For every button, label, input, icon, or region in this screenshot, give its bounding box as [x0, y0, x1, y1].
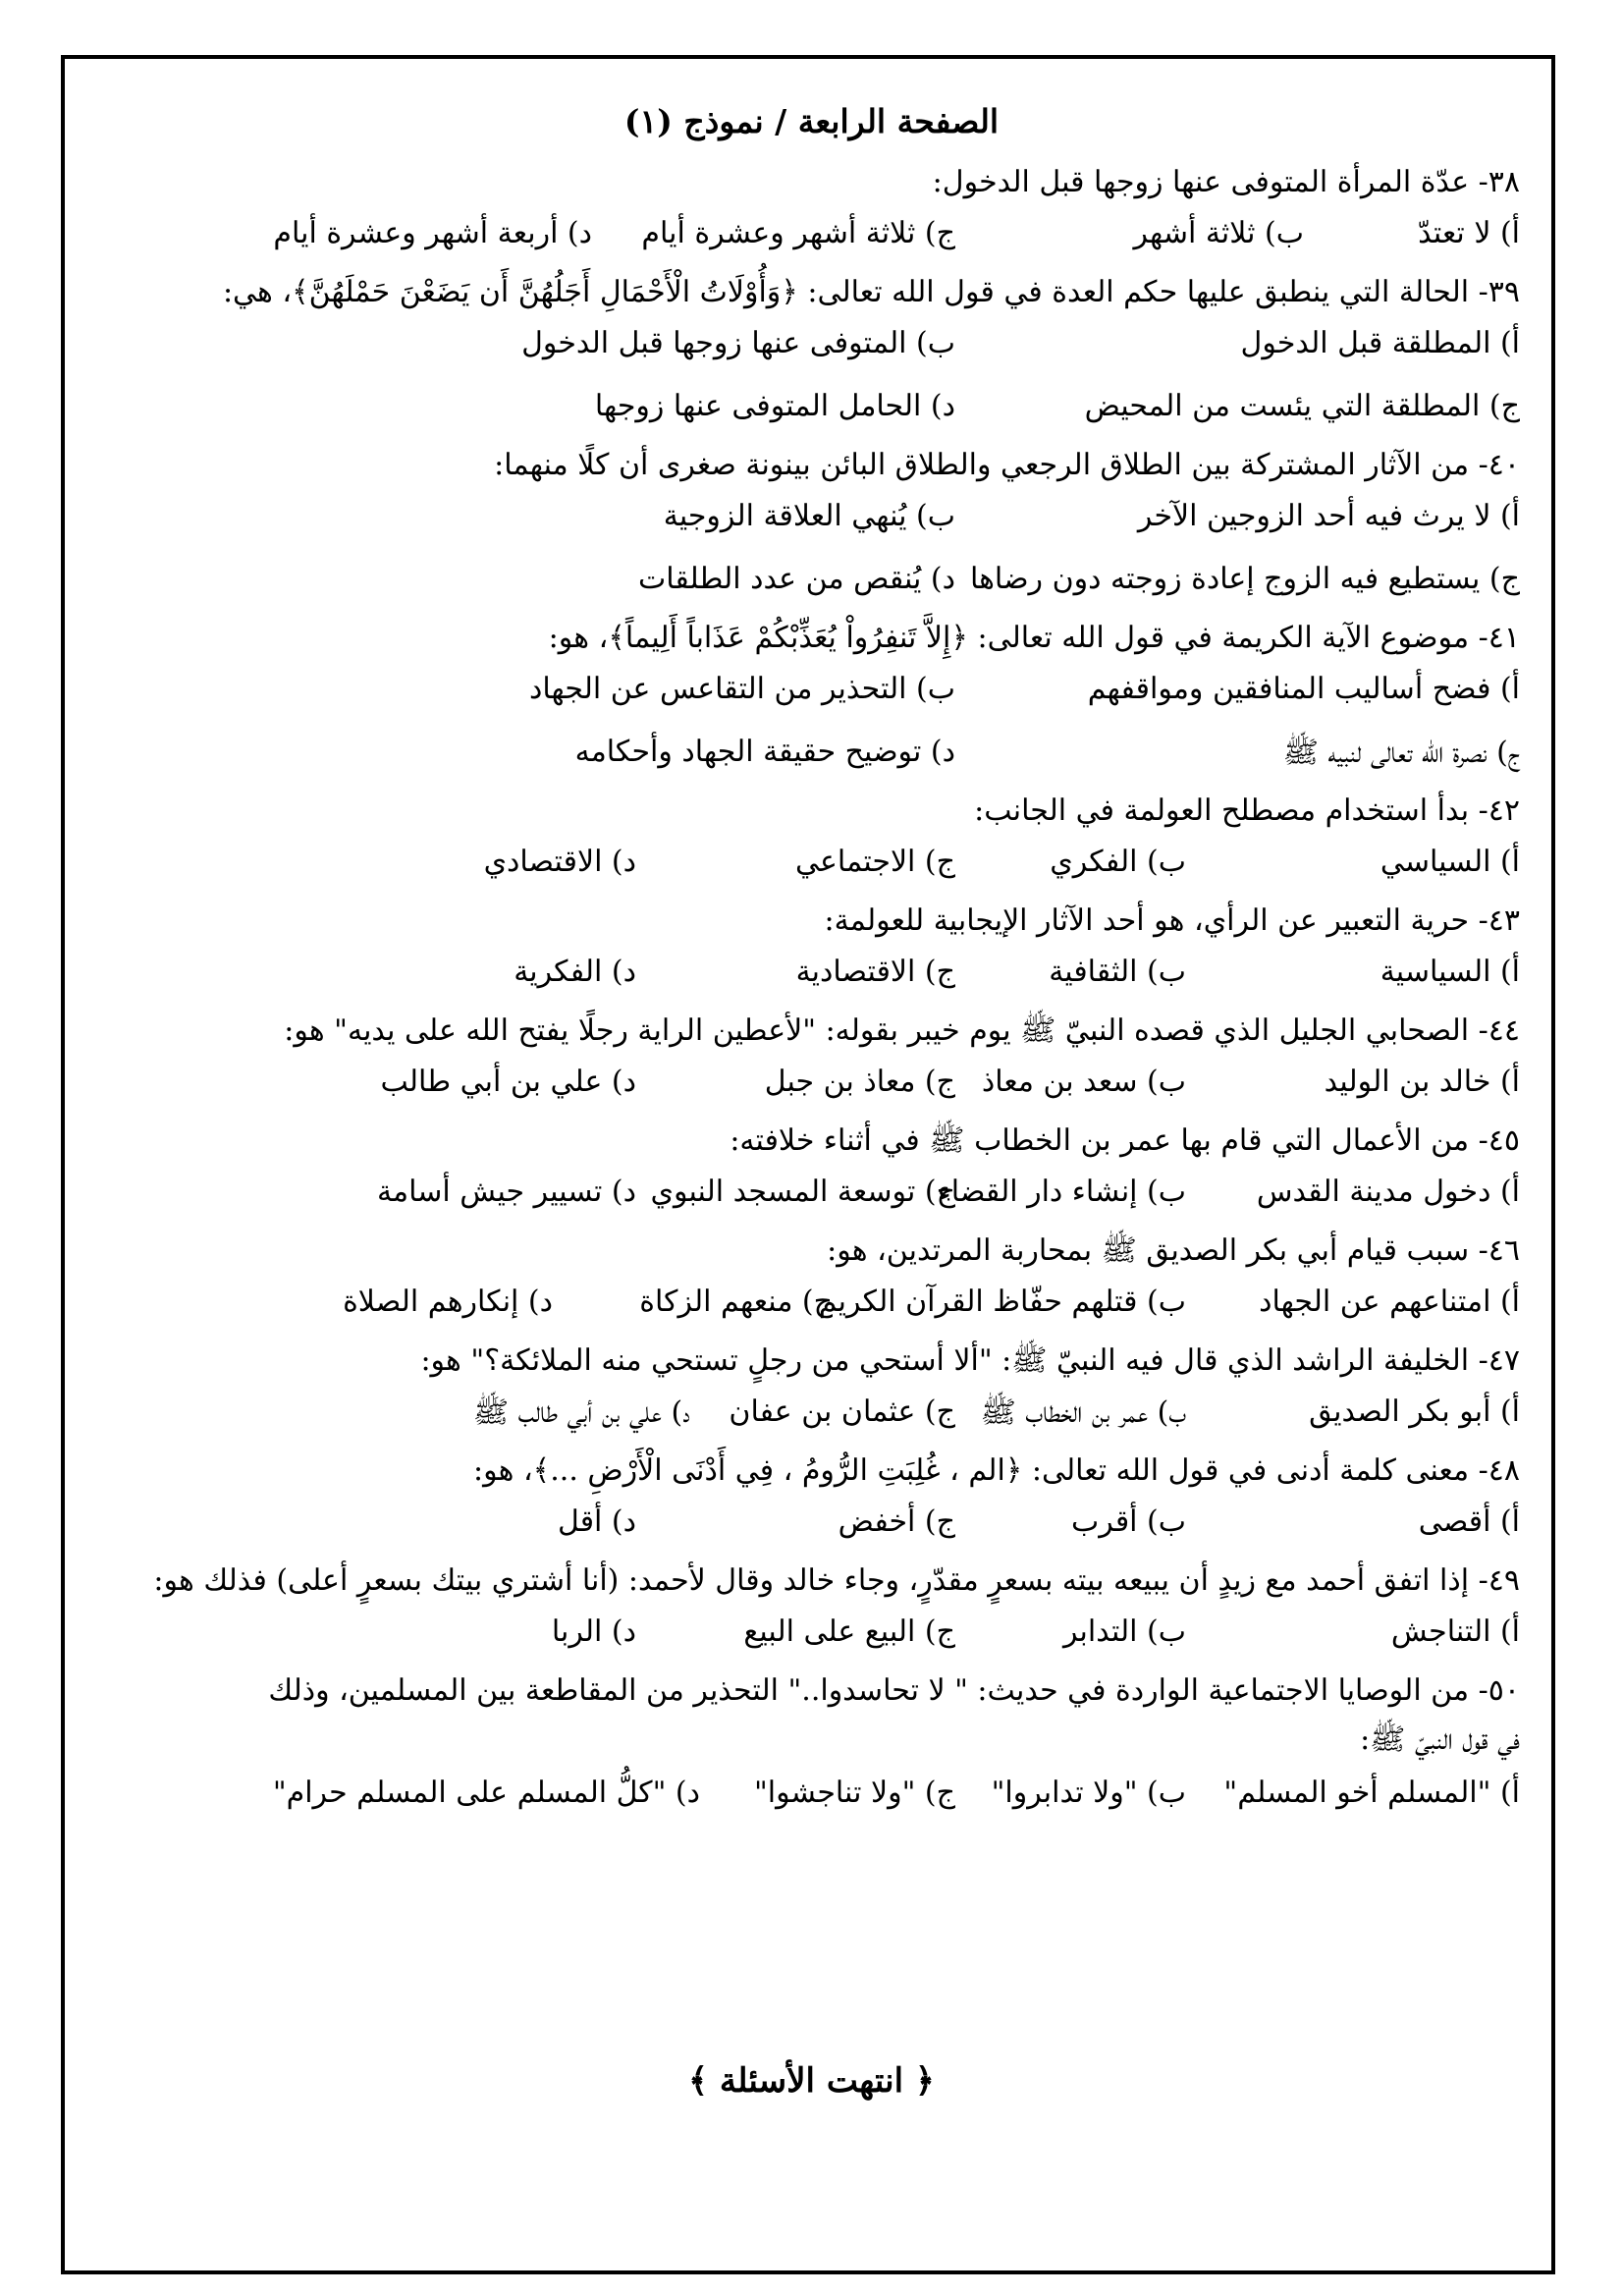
question-text: ٤٩- إذا اتفق أحمد مع زيدٍ أن يبيعه بيته بسعرٍ مقدّرٍ، وجاء خالد وقال لأحمد: (أنا أشتري بيتك بسعرٍ أعلى) فذلك هو:	[153, 1563, 1520, 1598]
option-a: أ) أبو بكر الصديق	[1309, 1394, 1520, 1429]
options-row	[79, 835, 1520, 898]
option-c: ج) توسعة المسجد النبوي	[650, 1175, 955, 1209]
option-d: د) إنكارهم الصلاة	[343, 1285, 553, 1319]
options-row	[79, 552, 1520, 615]
question-45	[79, 1118, 1520, 1228]
option-b: ب) عمر بن الخطاب ﷺ	[980, 1395, 1186, 1430]
option-c: ج) منعهم الزكاة	[639, 1285, 833, 1319]
question-41	[79, 615, 1520, 788]
question-44	[79, 1008, 1520, 1118]
option-b: ب) أقرب	[1071, 1504, 1186, 1539]
options-row	[79, 662, 1520, 725]
option-b: ب) ثلاثة أشهر	[1133, 216, 1304, 250]
question-text: ٤٦- سبب قيام أبي بكر الصديق ﷺ بمحاربة المرتدين، هو:	[827, 1233, 1520, 1268]
question-39	[79, 269, 1520, 442]
option-c: ج) معاذ بن جبل	[764, 1065, 955, 1099]
options-row	[79, 725, 1520, 788]
question-text: ٤٧- الخليفة الراشد الذي قال فيه النبيّ ﷺ: "ألا أستحي من رجلٍ تستحي منه الملائكة؟" هو:	[420, 1343, 1520, 1378]
options-row	[79, 1766, 1520, 1829]
option-a: أ) خالد بن الوليد	[1324, 1065, 1520, 1099]
option-d: د) تسيير جيش أسامة	[376, 1175, 636, 1209]
options-row	[79, 316, 1520, 379]
option-d: د) "كلُّ المسلم على المسلم حرام"	[272, 1776, 700, 1810]
option-d: د) الحامل المتوفى عنها زوجها	[594, 389, 955, 423]
question-40	[79, 442, 1520, 615]
option-d: د) يُنقص من عدد الطلقات	[637, 562, 955, 596]
options-row	[79, 1165, 1520, 1228]
option-a: أ) أقصى	[1418, 1504, 1520, 1539]
question-text: ٤١- موضوع الآية الكريمة في قول الله تعالى: ﴿إِلاَّ تَنفِرُواْ يُعَذِّبْكُمْ عَذَاباً أَلِيماً﴾، هو:	[548, 621, 1520, 655]
question-49	[79, 1558, 1520, 1667]
option-d: د) علي بن أبي طالب	[380, 1065, 636, 1099]
question-text: ٤٠- من الآثار المشتركة بين الطلاق الرجعي والطلاق البائن بينونة صغرى أن كلًا منهما:	[494, 448, 1520, 482]
option-b: ب) المتوفى عنها زوجها قبل الدخول	[521, 326, 955, 360]
options-row	[79, 1385, 1520, 1448]
option-b: ب) الفكري	[1050, 845, 1186, 879]
option-d: د) علي بن أبي طالب ﷺ	[472, 1395, 690, 1430]
question-text: ٤٤- الصحابي الجليل الذي قصده النبيّ ﷺ يوم خيبر بقوله: "لأعطين الراية رجلًا يفتح الله على يديه" هو:	[284, 1013, 1520, 1048]
option-b: ب) إنشاء دار القضاء	[937, 1175, 1186, 1209]
option-c: ج) عثمان بن عفان	[729, 1394, 955, 1429]
option-b: ب) التدابر	[1063, 1614, 1186, 1649]
question-43	[79, 898, 1520, 1008]
question-48	[79, 1448, 1520, 1558]
option-d: د) الاقتصادي	[483, 845, 636, 879]
option-d: د) الربا	[551, 1614, 636, 1649]
option-c: ج) أخفض	[838, 1504, 955, 1539]
question-text: ٤٣- حرية التعبير عن الرأي، هو أحد الآثار الإيجابية للعولمة:	[824, 903, 1520, 938]
option-a: أ) السياسي	[1380, 845, 1520, 879]
option-c: ج) يستطيع فيه الزوج إعادة زوجته دون رضاها	[969, 562, 1520, 596]
option-a: أ) امتناعهم عن الجهاد	[1259, 1285, 1520, 1319]
option-b: ب) "ولا تدابروا"	[991, 1776, 1186, 1810]
question-text: ٥٠- من الوصايا الاجتماعية الواردة في حديث: " لا تحاسدوا.." التحذير من المقاطعة بين المسلمين، وذلك	[268, 1673, 1520, 1708]
options-row	[79, 1605, 1520, 1667]
option-c: ج) المطلقة التي يئست من المحيض	[1084, 389, 1520, 423]
question-46	[79, 1228, 1520, 1338]
end-of-questions: ﴿ انتهت الأسئلة ﴾	[688, 2061, 935, 2101]
options-row	[79, 945, 1520, 1008]
questions-area	[79, 159, 1520, 1829]
options-row	[79, 489, 1520, 552]
option-b: ب) الثقافية	[1049, 955, 1186, 989]
option-a: أ) المطلقة قبل الدخول	[1240, 326, 1520, 360]
option-c: ج) البيع على البيع	[743, 1614, 955, 1649]
option-b: ب) يُنهي العلاقة الزوجية	[663, 499, 955, 533]
question-text: ٣٩- الحالة التي ينطبق عليها حكم العدة في قول الله تعالى: ﴿وَأُوْلَاتُ الْأَحْمَالِ أَجَلُهُنَّ أَن يَضَعْنَ حَمْلَهُنَّ﴾، هي:	[222, 275, 1520, 309]
option-d: د) أقل	[558, 1504, 636, 1539]
options-row	[79, 1495, 1520, 1558]
page-title: الصفحة الرابعة / نموذج (١)	[623, 102, 1000, 140]
option-b: ب) قتلهم حفّاظ القرآن الكريم	[818, 1285, 1186, 1319]
options-row	[79, 1055, 1520, 1118]
question-47	[79, 1338, 1520, 1448]
option-b: ب) التحذير من التقاعس عن الجهاد	[529, 672, 955, 706]
question-text: ٤٨- معنى كلمة أدنى في قول الله تعالى: ﴿الم ، غُلِبَتِ الرُّومُ ، فِي أَدْنَى الْأَرْضِ ...﴾، هو:	[473, 1453, 1520, 1488]
option-d: د) أربعة أشهر وعشرة أيام	[273, 216, 592, 250]
option-c: ج) ثلاثة أشهر وعشرة أيام	[641, 216, 955, 250]
question-38	[79, 159, 1520, 269]
option-c: ج) "ولا تناجشوا"	[753, 1776, 955, 1810]
option-a: أ) لا يرث فيه أحد الزوجين الآخر	[1137, 499, 1520, 533]
question-text-continued: في قول النبيّ ﷺ:	[1360, 1722, 1520, 1757]
question-text: ٤٢- بدأ استخدام مصطلح العولمة في الجانب:	[974, 793, 1520, 828]
options-row	[79, 1275, 1520, 1338]
option-a: أ) فضح أساليب المنافقين ومواقفهم	[1087, 672, 1520, 706]
option-a: أ) دخول مدينة القدس	[1256, 1175, 1520, 1209]
question-text: ٣٨- عدّة المرأة المتوفى عنها زوجها قبل الدخول:	[932, 165, 1520, 199]
options-row	[79, 379, 1520, 442]
question-50	[79, 1667, 1520, 1829]
option-c: ج) الاجتماعي	[794, 845, 955, 879]
option-a: أ) لا تعتدّ	[1418, 216, 1520, 250]
question-text: ٤٥- من الأعمال التي قام بها عمر بن الخطاب ﷺ في أثناء خلافته:	[730, 1123, 1520, 1158]
option-c: ج) الاقتصادية	[795, 955, 955, 989]
option-b: ب) سعد بن معاذ	[981, 1065, 1186, 1099]
option-c: ج) نصرة الله تعالى لنبيه ﷺ	[1282, 736, 1520, 770]
options-row	[79, 206, 1520, 269]
option-a: أ) السياسية	[1380, 955, 1520, 989]
option-a: أ) "المسلم أخو المسلم"	[1223, 1776, 1520, 1810]
option-d: د) توضيح حقيقة الجهاد وأحكامه	[574, 735, 955, 769]
option-a: أ) التناجش	[1390, 1614, 1520, 1649]
option-d: د) الفكرية	[514, 955, 636, 989]
question-42	[79, 788, 1520, 898]
